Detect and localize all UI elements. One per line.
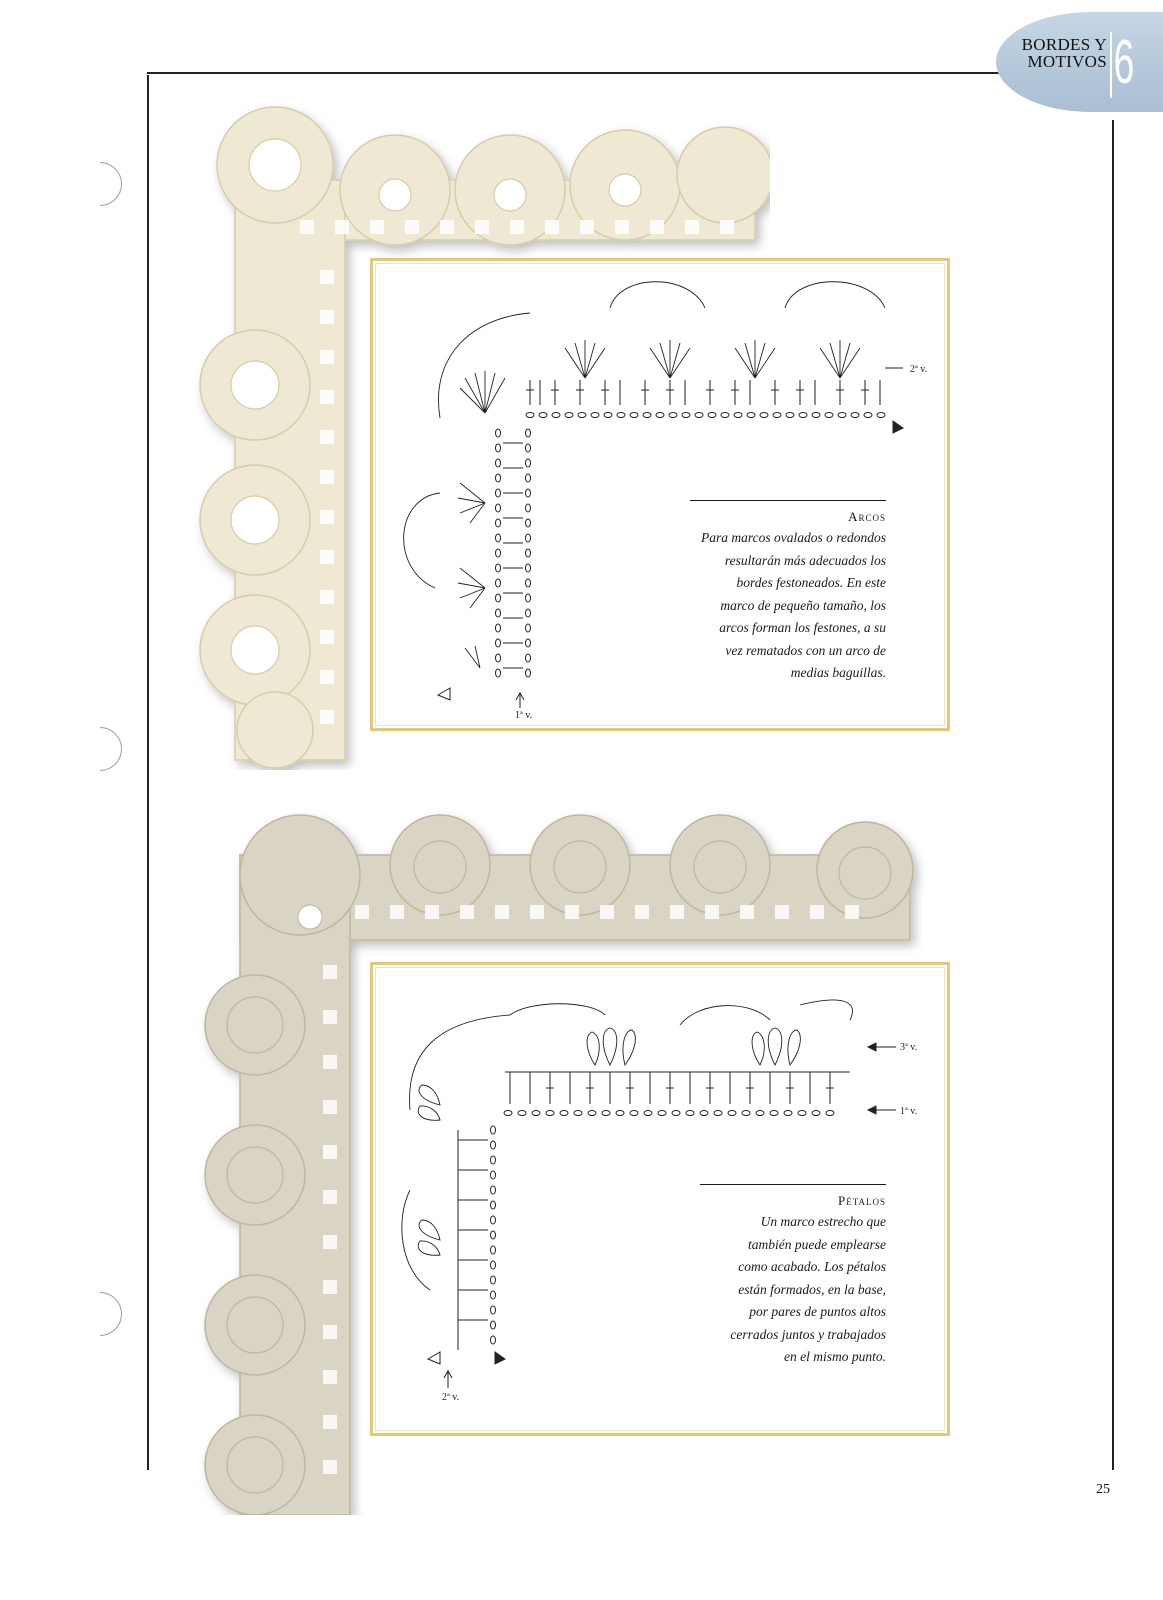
section-number: 6 <box>1113 28 1135 97</box>
section-title-line2: MOTIVOS <box>1027 52 1107 71</box>
stitch-row-horizontal <box>505 1072 850 1104</box>
caption-rule <box>700 1184 886 1185</box>
caption-line: cerrados juntos y trabajados <box>730 1326 886 1342</box>
section-title <box>1003 36 1107 70</box>
caption-title-arcos: Arcos <box>848 509 886 524</box>
caption-rule <box>690 500 886 501</box>
round-label-arcos-a: 2ª v. <box>910 364 928 375</box>
caption-line: vez rematados con un arco de <box>725 642 886 658</box>
round-label-arcos-b: 1ª v. <box>515 710 533 721</box>
caption-line: están formados, en la base, <box>738 1281 886 1297</box>
caption-line: bordes festoneados. En este <box>736 575 886 590</box>
caption-line: por pares de puntos altos <box>749 1304 886 1319</box>
caption-line: como acabado. Los pétalos <box>738 1259 886 1274</box>
binder-hole <box>78 162 122 206</box>
caption-line: Para marcos ovalados o redondos <box>701 530 886 545</box>
caption-arcos <box>690 500 886 685</box>
caption-line: medias baguillas. <box>790 665 886 680</box>
caption-line: en el mismo punto. <box>784 1349 886 1364</box>
caption-line: también puede emplearse <box>748 1236 886 1252</box>
section-title-line1: BORDES Y <box>1021 35 1107 54</box>
page-frame-right <box>1112 120 1114 1470</box>
caption-line: resultarán más adecuados los <box>724 552 886 568</box>
caption-line: arcos forman los festones, a su <box>719 620 886 635</box>
chain-row-horizontal <box>504 1111 834 1116</box>
stitch-row-horizontal <box>526 380 880 405</box>
page-frame-left <box>147 75 149 1470</box>
round-label-petalos-b: 1ª v. <box>900 1106 918 1117</box>
caption-petalos <box>700 1184 886 1369</box>
round-label-petalos-c: 2ª v. <box>442 1392 460 1403</box>
caption-line: marco de pequeño tamaño, los <box>720 597 886 613</box>
chain-row-horizontal <box>526 413 885 418</box>
round-label-petalos-a: 3ª v. <box>900 1042 918 1053</box>
caption-title-petalos: Pétalos <box>837 1193 886 1208</box>
chain-column-vertical <box>458 1126 496 1350</box>
page-number: 25 <box>1096 1482 1110 1497</box>
caption-line: Un marco estrecho que <box>760 1214 886 1229</box>
chain-column-vertical <box>496 429 531 677</box>
binder-hole <box>78 1292 122 1336</box>
binder-hole <box>78 727 122 771</box>
